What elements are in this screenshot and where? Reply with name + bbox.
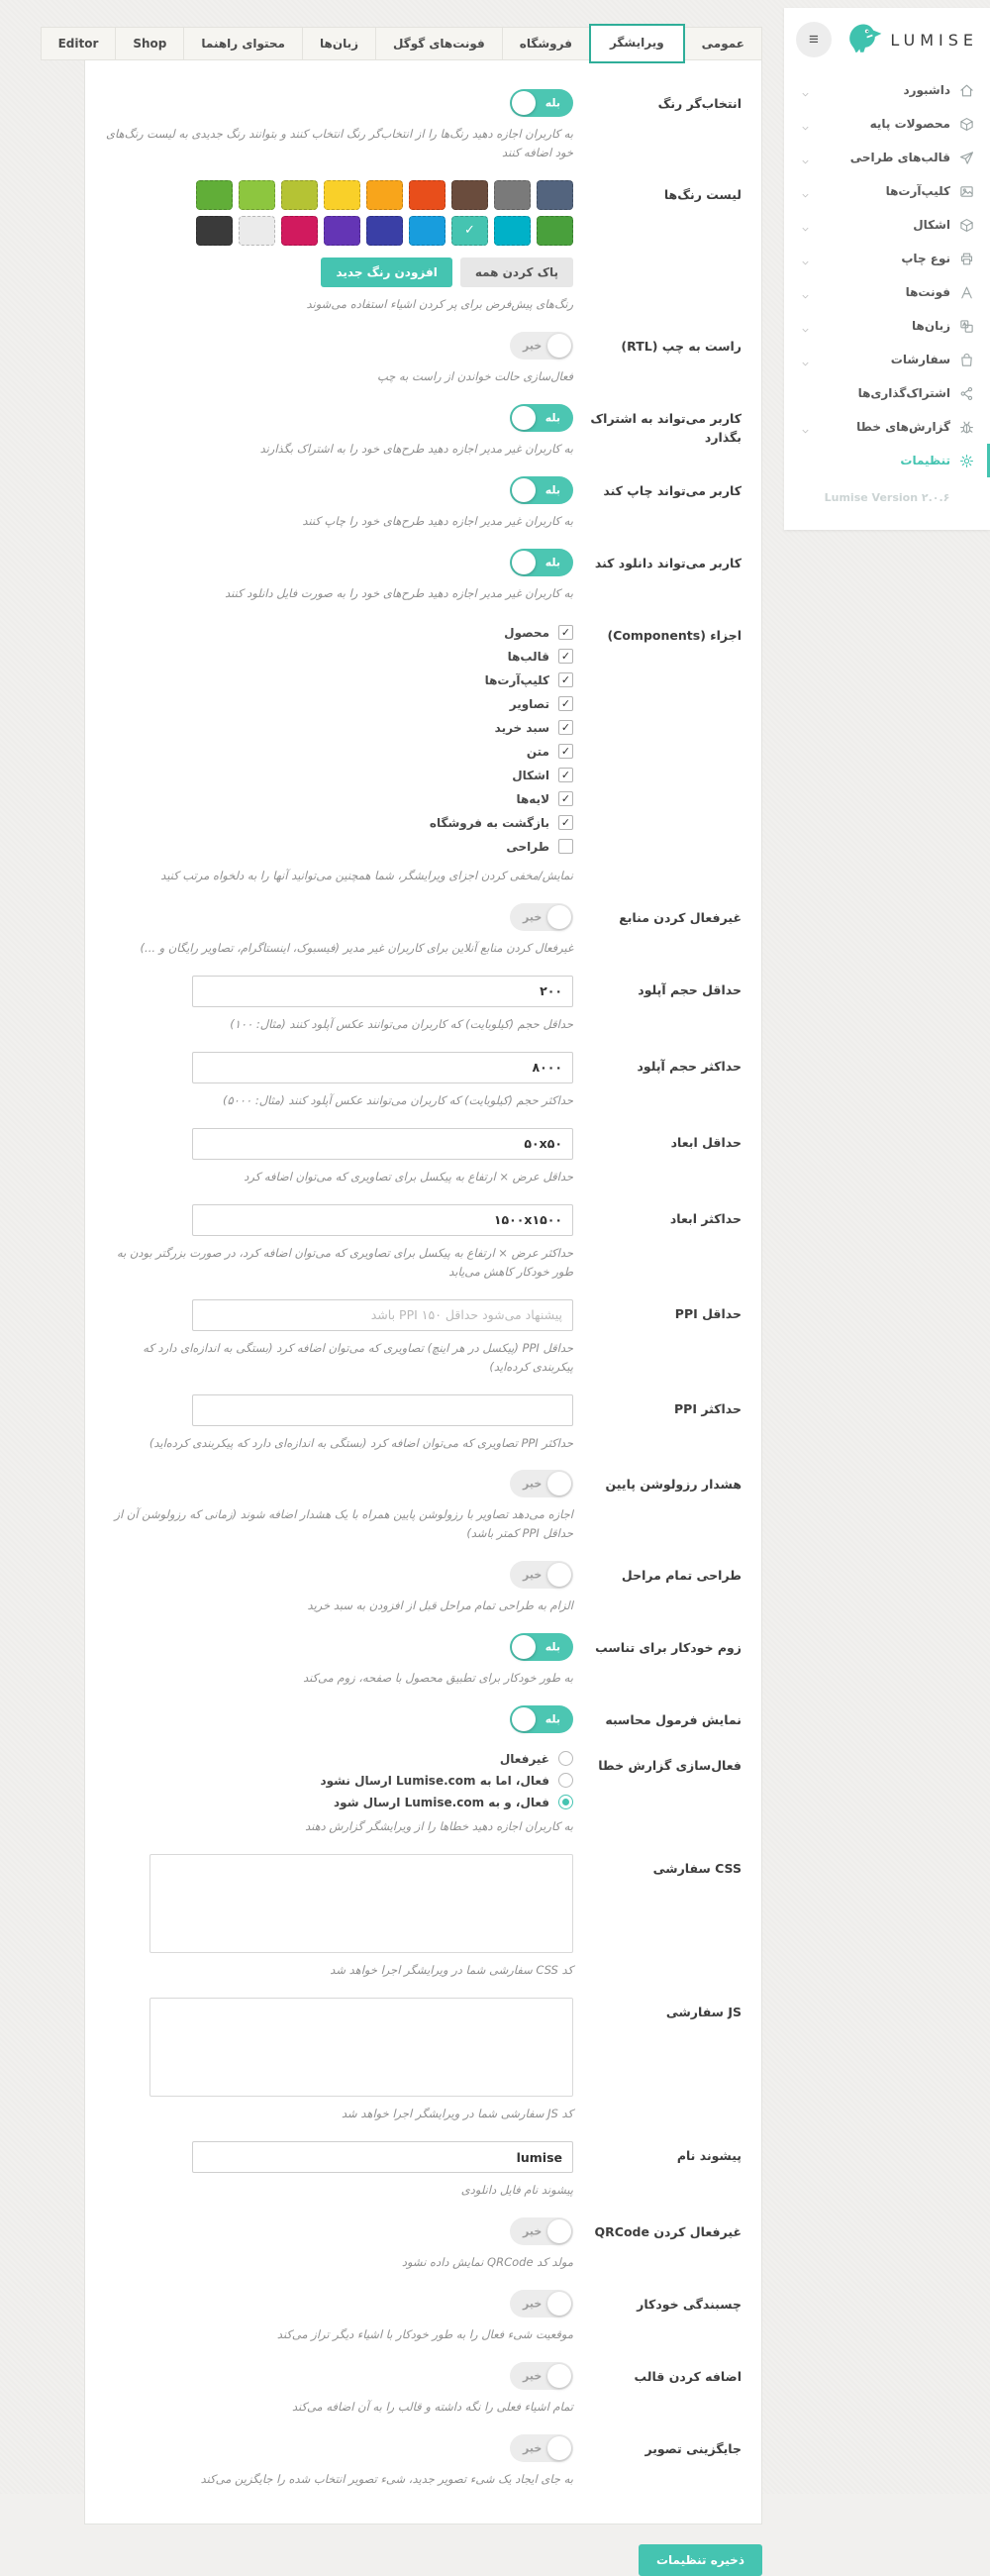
- main-content: [57, 0, 762, 2576]
- sidebar-item-error-reports[interactable]: [784, 410, 990, 444]
- setting-description: به کاربران اجازه دهید خطاها را از ویرایشگر گزارش دهند: [305, 1819, 573, 1834]
- letter-a-icon: [959, 285, 974, 300]
- tab-google-fonts[interactable]: فونت‌های گوگل: [375, 27, 503, 60]
- color-swatch[interactable]: [196, 180, 233, 210]
- toggle-state-label: خیر: [523, 2224, 543, 2238]
- sidebar-item-design-templates[interactable]: [784, 141, 990, 174]
- toggle-state-label: خیر: [523, 2297, 543, 2311]
- setting-control: [105, 1633, 573, 1688]
- toggle-knob: [512, 551, 536, 574]
- min-dimensions-input[interactable]: [192, 1128, 573, 1160]
- sidebar-item-dashboard[interactable]: [784, 73, 990, 107]
- color-swatch[interactable]: [239, 216, 275, 246]
- checkbox-label: اشکال: [512, 768, 549, 782]
- color-swatch[interactable]: [451, 180, 488, 210]
- setting-label: نمایش فرمول محاسبه: [605, 1712, 742, 1728]
- checkbox-label: تصاویر: [509, 696, 549, 711]
- setting-control: [105, 1470, 573, 1543]
- setting-description: فعال‌سازی حالت خواندن از راست به چپ: [376, 368, 573, 383]
- name-prefix-input[interactable]: [192, 2141, 573, 2173]
- sidebar-item-label: سفارشات: [890, 353, 950, 366]
- setting-row-append-template: [105, 2353, 742, 2425]
- setting-label: طراحی تمام مراحل: [621, 1568, 742, 1584]
- setting-label: حداکثر حجم آپلود: [637, 1058, 742, 1074]
- setting-description: الزام به طراحی تمام مراحل قبل از افزودن به سبد خرید: [307, 1598, 573, 1613]
- setting-description: مولد کد QRCode نمایش داده نشود: [401, 2255, 573, 2270]
- image-icon: [959, 184, 974, 199]
- sidebar-item-label: کلیپ‌آرت‌ها: [885, 184, 950, 198]
- setting-row-show-calc-formula: [105, 1697, 742, 1742]
- setting-description: به کاربران غیر مدیر اجازه دهید طرح‌های خود را به صورت فایل دانلود کنند: [225, 585, 573, 600]
- component-checkbox-row[interactable]: [430, 835, 573, 859]
- setting-description: حداقل عرض × ارتفاع به پیکسل برای تصاویری که می‌توان اضافه کرد: [244, 1169, 573, 1184]
- setting-control: [105, 2217, 573, 2272]
- color-swatch[interactable]: [281, 180, 318, 210]
- sidebar-item-label: محصولات پایه: [869, 117, 950, 131]
- setting-row-custom-js: [105, 1989, 742, 2132]
- clear-all-colors-button[interactable]: پاک کردن همه: [460, 258, 573, 287]
- sidebar-header: [784, 8, 990, 67]
- setting-row-min-upload-size: [105, 967, 742, 1043]
- setting-label: CSS سفارشی: [652, 1861, 742, 1877]
- radio-icon: [558, 1751, 573, 1766]
- sidebar-item-shares[interactable]: [784, 376, 990, 410]
- setting-control: [105, 976, 573, 1034]
- setting-description: حداکثر حجم (کیلوبایت) که کاربران می‌توانند عکس آپلود کنند (مثال: ۵۰۰۰): [222, 1092, 573, 1107]
- component-checkbox-row[interactable]: [430, 740, 573, 764]
- setting-label: پیشوند نام: [676, 2148, 742, 2164]
- setting-row-auto-snap: [105, 2281, 742, 2353]
- error-report-option-2[interactable]: [321, 1795, 574, 1809]
- chevron-down-icon: [800, 321, 811, 332]
- setting-control: [105, 2434, 573, 2489]
- setting-label: لیست رنگ‌ها: [663, 186, 742, 202]
- disable-resources-toggle[interactable]: [510, 903, 573, 931]
- show-calc-formula-toggle[interactable]: [510, 1705, 573, 1733]
- setting-control: [105, 1854, 573, 1980]
- setting-description: حداقل PPI (پیکسل در هر اینچ) تصاویری که می‌توان اضافه کرد (بستگی به اندازه‌ای دارد که پیکربندی کرده‌اید): [143, 1340, 573, 1374]
- component-checkbox-row[interactable]: [430, 787, 573, 811]
- color-swatch[interactable]: [239, 180, 275, 210]
- setting-control: [105, 476, 573, 531]
- toggle-state-label: خیر: [523, 339, 543, 353]
- setting-description: پیشوند نام فایل دانلودی: [460, 2183, 573, 2198]
- sidebar-item-print-type[interactable]: [784, 242, 990, 275]
- setting-row-user-can-download: [105, 540, 742, 612]
- setting-description: به کاربران اجازه دهید رنگ‌ها را از انتخاب‌گر رنگ انتخاب کنند و بتوانند رنگ جدیدی به لیست رنگ‌های خود اضافه کنند: [106, 127, 573, 159]
- component-checkbox-row[interactable]: [430, 692, 573, 716]
- bug-icon: [959, 420, 974, 435]
- setting-control: [105, 404, 573, 459]
- color-swatch[interactable]: [281, 216, 318, 246]
- max-upload-size-input[interactable]: [192, 1052, 573, 1083]
- color-swatch[interactable]: [537, 180, 573, 210]
- setting-description: تمام اشیاء فعلی را نگه داشته و قالب را به آن اضافه می‌کند: [291, 2400, 573, 2415]
- color-swatch[interactable]: [537, 216, 573, 246]
- setting-label: جایگزینی تصویر: [644, 2441, 742, 2457]
- gear-icon: [959, 454, 974, 468]
- setting-row-color-picker: [105, 80, 742, 171]
- disable-qrcode-toggle[interactable]: [510, 2217, 573, 2245]
- checkbox-icon: ✓: [558, 672, 573, 687]
- rtl-mode-toggle[interactable]: [510, 332, 573, 360]
- toggle-knob: [547, 905, 571, 929]
- setting-description: رنگ‌های پیش‌فرض برای پر کردن اشیاء استفاده می‌شوند: [306, 296, 573, 311]
- toggle-knob: [547, 2219, 571, 2243]
- toggle-knob: [547, 1472, 571, 1495]
- setting-control: [105, 1204, 573, 1282]
- setting-row-rtl-mode: [105, 323, 742, 395]
- setting-control: [105, 621, 573, 885]
- color-swatch[interactable]: [324, 216, 360, 246]
- home-icon: [959, 83, 974, 98]
- setting-label: اجزاء (Components): [607, 627, 742, 643]
- chevron-down-icon: [800, 85, 811, 96]
- toggle-knob: [512, 478, 536, 502]
- toggle-knob: [547, 2292, 571, 2316]
- setting-control: [105, 332, 573, 386]
- toggle-state-label: خیر: [523, 1477, 543, 1491]
- toggle-state-label: بله: [544, 483, 560, 497]
- sidebar-item-cliparts[interactable]: [784, 174, 990, 208]
- dinosaur-logo-icon: [847, 22, 883, 57]
- setting-row-max-ppi: [105, 1386, 742, 1462]
- printer-icon: [959, 252, 974, 266]
- setting-control: [105, 1751, 573, 1836]
- radio-icon: [558, 1795, 573, 1809]
- setting-label: حداقل حجم آپلود: [638, 981, 742, 997]
- toggle-knob: [512, 1635, 536, 1659]
- sidebar-item-label: اشکال: [913, 218, 950, 232]
- setting-label: غیرفعال کردن QRCode: [594, 2224, 742, 2240]
- radio-option-label: غیرفعال: [499, 1751, 549, 1766]
- auto-snap-toggle[interactable]: [510, 2290, 573, 2318]
- setting-row-max-upload-size: [105, 1043, 742, 1119]
- chevron-down-icon: [800, 254, 811, 264]
- share-icon: [959, 386, 974, 401]
- radio-icon: [558, 1773, 573, 1788]
- setting-label: حداقل PPI: [674, 1305, 742, 1321]
- custom-js-textarea[interactable]: [149, 1998, 573, 2097]
- checkbox-icon: ✓: [558, 791, 573, 806]
- add-new-color-button[interactable]: افزودن رنگ جدید: [321, 258, 451, 287]
- color-picker-toggle[interactable]: [510, 89, 573, 117]
- setting-row-low-resolution-warning: [105, 1461, 742, 1552]
- checkbox-icon: ✓: [558, 649, 573, 664]
- setting-row-min-dimensions: [105, 1119, 742, 1195]
- setting-description: غیرفعال کردن منابع آنلاین برای کاربران غیر مدیر (فیسبوک، اینستاگرام، تصاویر رایگان و ...): [140, 940, 573, 955]
- setting-control: [105, 1052, 573, 1110]
- component-checkbox-row[interactable]: [430, 716, 573, 740]
- sidebar-item-label: نوع چاپ: [901, 252, 950, 265]
- append-template-toggle[interactable]: [510, 2362, 573, 2390]
- sidebar-item-label: اشتراک‌گذاری‌ها: [857, 386, 950, 400]
- setting-label: چسبندگی خودکار: [637, 2297, 742, 2313]
- bag-icon: [959, 353, 974, 367]
- translate-icon: [959, 319, 974, 334]
- replace-image-toggle[interactable]: [510, 2434, 573, 2462]
- chevron-down-icon: [800, 287, 811, 298]
- color-swatch[interactable]: [409, 180, 446, 210]
- toggle-state-label: بله: [544, 556, 560, 569]
- toggle-state-label: بله: [544, 411, 560, 425]
- toggle-state-label: بله: [544, 1712, 560, 1726]
- setting-row-user-can-print: [105, 467, 742, 540]
- lumise-logo: [847, 22, 978, 57]
- sidebar-item-label: داشبورد: [903, 83, 950, 97]
- setting-control: [105, 89, 573, 162]
- color-swatch[interactable]: [409, 216, 446, 246]
- toggle-knob: [547, 2436, 571, 2460]
- component-checkbox-row[interactable]: [430, 764, 573, 787]
- checkbox-label: طراحی: [506, 839, 549, 854]
- tab-languages[interactable]: زبان‌ها: [302, 27, 376, 60]
- checkbox-icon: ✓: [558, 696, 573, 711]
- setting-label: زوم خودکار برای تناسب: [595, 1640, 742, 1656]
- tab-help-content[interactable]: محتوای راهنما: [183, 27, 303, 60]
- chevron-down-icon: [800, 422, 811, 433]
- setting-description: موقعیت شیء فعال را به طور خودکار با اشیاء دیگر تراز می‌کند: [276, 2327, 573, 2342]
- setting-label: حداکثر PPI: [674, 1400, 742, 1416]
- custom-css-textarea[interactable]: [149, 1854, 573, 1953]
- color-swatch[interactable]: [451, 216, 488, 246]
- chevron-down-icon: [800, 220, 811, 231]
- setting-description: نمایش/مخفی کردن اجزای ویرایشگر، شما همچنین می‌توانید آنها را به دلخواه مرتب کنید: [160, 868, 573, 882]
- checkbox-icon: ✓: [558, 744, 573, 759]
- cube-icon: [959, 218, 974, 233]
- setting-description: کد JS سفارشی شما در ویرایشگر اجرا خواهد شد: [342, 2107, 573, 2121]
- color-swatch[interactable]: [324, 180, 360, 210]
- component-checkbox-row[interactable]: [430, 669, 573, 692]
- color-swatch-grid: [196, 180, 573, 246]
- checkbox-label: بازگشت به فروشگاه: [429, 815, 549, 830]
- sidebar-item-label: گزارش‌های خطا: [856, 420, 950, 434]
- setting-label: کاربر می‌تواند به اشتراک بگذارد: [590, 410, 742, 446]
- low-resolution-warning-toggle[interactable]: [510, 1470, 573, 1497]
- chevron-down-icon: [800, 153, 811, 163]
- user-can-share-toggle[interactable]: [510, 404, 573, 432]
- setting-row-user-can-share: [105, 395, 742, 467]
- setting-control: [105, 2362, 573, 2417]
- setting-label: کاربر می‌تواند چاپ کند: [603, 482, 742, 498]
- logo-text: LUMISE: [890, 30, 978, 50]
- sidebar-item-label: زبان‌ها: [912, 319, 950, 333]
- max-ppi-input[interactable]: [192, 1394, 573, 1426]
- checkbox-label: سبد خرید: [494, 720, 549, 735]
- color-swatch[interactable]: [494, 216, 531, 246]
- setting-description: اجازه می‌دهد تصاویر با رزولوشن پایین همراه با یک هشدار اضافه شوند (زمانی که رزولوشن آن از حداقل PPI کمتر باشد): [114, 1507, 573, 1541]
- setting-label: هشدار رزولوشن پایین: [605, 1477, 742, 1493]
- checkbox-label: متن: [526, 744, 549, 759]
- setting-control: [105, 1394, 573, 1453]
- toggle-knob: [547, 2364, 571, 2388]
- setting-control: [105, 180, 573, 314]
- setting-description: حداکثر عرض × ارتفاع به پیکسل برای تصاویری که می‌توان اضافه کرد، در صورت بزرگتر بودن به طور خودکار کاهش می‌یابد: [116, 1245, 573, 1279]
- sidebar-item-label: فونت‌ها: [905, 285, 950, 299]
- error-report-option-0[interactable]: [321, 1751, 574, 1766]
- color-swatch[interactable]: [366, 180, 403, 210]
- toggle-state-label: بله: [544, 1640, 560, 1654]
- checkbox-icon: ✓: [558, 720, 573, 735]
- error-report-option-1[interactable]: [321, 1773, 574, 1788]
- setting-row-error-reporting: [105, 1742, 742, 1845]
- sidebar-item-settings[interactable]: [784, 444, 990, 477]
- user-can-download-toggle[interactable]: [510, 549, 573, 576]
- toggle-state-label: خیر: [523, 2441, 543, 2455]
- setting-label: راست به چپ (RTL): [621, 338, 742, 354]
- sidebar-item-languages[interactable]: [784, 309, 990, 343]
- min-ppi-input[interactable]: [192, 1299, 573, 1331]
- tab-shop-en[interactable]: Shop: [115, 27, 184, 60]
- error-report-options: [321, 1751, 574, 1809]
- setting-description: به کاربران غیر مدیر اجازه دهید طرح‌های خود را به اشتراک بگذارند: [259, 441, 573, 456]
- sidebar-menu: [784, 73, 990, 477]
- setting-control: [105, 1299, 573, 1377]
- component-checkbox-row[interactable]: [430, 621, 573, 645]
- color-buttons: [321, 258, 573, 287]
- settings-rows: [105, 80, 742, 2498]
- setting-row-color-list: [105, 171, 742, 323]
- toggle-knob: [547, 1563, 571, 1587]
- toggle-knob: [512, 1707, 536, 1731]
- setting-row-disable-qrcode: [105, 2209, 742, 2281]
- setting-control: [105, 549, 573, 603]
- radio-option-label: فعال، اما به Lumise.com ارسال نشود: [320, 1773, 549, 1788]
- setting-label: اضافه کردن قالب: [634, 2369, 742, 2385]
- toggle-state-label: خیر: [523, 1568, 543, 1582]
- sidebar-item-label: تنظیمات: [900, 454, 950, 467]
- setting-label: JS سفارشی: [665, 2005, 742, 2020]
- setting-control: [105, 1561, 573, 1615]
- setting-label: انتخاب‌گر رنگ: [657, 96, 742, 111]
- tab-editor-en[interactable]: Editor: [41, 27, 117, 60]
- setting-label: غیرفعال کردن منابع: [619, 909, 742, 925]
- setting-row-custom-css: [105, 1845, 742, 1989]
- chevron-down-icon: [800, 186, 811, 197]
- checkbox-label: لایه‌ها: [516, 791, 549, 806]
- setting-row-disable-resources: [105, 894, 742, 967]
- setting-row-design-all-stages: [105, 1552, 742, 1624]
- color-swatch[interactable]: [494, 180, 531, 210]
- sidebar-item-label: قالب‌های طراحی: [849, 151, 950, 164]
- sidebar: [784, 8, 990, 530]
- components-checklist: [430, 621, 573, 859]
- setting-description: حداکثر PPI تصاویری که می‌توان اضافه کرد (بستگی به اندازه‌ای دارد که پیکربندی کرده‌اید): [148, 1435, 573, 1450]
- sidebar-item-fonts[interactable]: [784, 275, 990, 309]
- component-checkbox-row[interactable]: [430, 811, 573, 835]
- toggle-state-label: خیر: [523, 2369, 543, 2383]
- toggle-state-label: خیر: [523, 910, 543, 924]
- hamburger-menu-icon[interactable]: ≡: [796, 22, 832, 57]
- chevron-down-icon: [800, 119, 811, 130]
- setting-description: به طور خودکار برای تطبیق محصول با صفحه، زوم می‌کند: [303, 1671, 573, 1686]
- setting-row-max-dimensions: [105, 1195, 742, 1290]
- sidebar-item-orders[interactable]: [784, 343, 990, 376]
- component-checkbox-row[interactable]: [430, 645, 573, 669]
- toggle-knob: [512, 406, 536, 430]
- package-icon: [959, 117, 974, 132]
- toggle-state-label: بله: [544, 96, 560, 110]
- min-upload-size-input[interactable]: [192, 976, 573, 1007]
- checkbox-icon: [558, 839, 573, 854]
- checkbox-label: قالب‌ها: [507, 649, 549, 664]
- radio-option-label: فعال، و به Lumise.com ارسال شود: [334, 1795, 549, 1809]
- setting-control: [105, 1128, 573, 1186]
- setting-description: کد CSS سفارشی شما در ویرایشگر اجرا خواهد شد: [330, 1963, 573, 1978]
- tab-general[interactable]: عمومی: [684, 27, 762, 60]
- user-can-print-toggle[interactable]: [510, 476, 573, 504]
- checkbox-icon: ✓: [558, 815, 573, 830]
- checkbox-label: کلیپ‌آرت‌ها: [484, 672, 549, 687]
- auto-zoom-fit-toggle[interactable]: [510, 1633, 573, 1661]
- design-all-stages-toggle[interactable]: [510, 1561, 573, 1589]
- setting-label: فعال‌سازی گزارش خطا: [598, 1758, 742, 1774]
- sidebar-item-base-products[interactable]: [784, 107, 990, 141]
- setting-label: حداکثر ابعاد: [669, 1210, 742, 1226]
- setting-control: [105, 2290, 573, 2344]
- setting-label: کاربر می‌تواند دانلود کند: [594, 555, 742, 570]
- version-label: Lumise Version ۲.۰.۶: [824, 491, 950, 504]
- setting-row-name-prefix: [105, 2132, 742, 2209]
- checkbox-label: محصول: [504, 625, 549, 640]
- setting-control: [105, 2141, 573, 2200]
- setting-row-components: [105, 612, 742, 894]
- tab-editor[interactable]: ویرایشگر: [589, 24, 685, 63]
- setting-description: به جای ایجاد یک شیء تصویر جدید، شیء تصویر انتخاب شده را جایگزین می‌کند: [200, 2472, 573, 2487]
- setting-label: حداقل ابعاد: [670, 1134, 742, 1150]
- setting-description: حداقل حجم (کیلوبایت) که کاربران می‌توانند عکس آپلود کنند (مثال: ۱۰۰): [230, 1016, 573, 1031]
- setting-control: [105, 1998, 573, 2123]
- sidebar-item-shapes[interactable]: [784, 208, 990, 242]
- setting-row-replace-image: [105, 2425, 742, 2498]
- setting-description: به کاربران غیر مدیر اجازه دهید طرح‌های خود را چاپ کنند: [302, 513, 573, 528]
- setting-control: [105, 903, 573, 958]
- setting-row-min-ppi: [105, 1290, 742, 1386]
- toggle-knob: [547, 334, 571, 358]
- settings-tabs: [57, 27, 762, 60]
- max-dimensions-input[interactable]: [192, 1204, 573, 1236]
- tab-shop[interactable]: فروشگاه: [502, 27, 590, 60]
- color-swatch[interactable]: [196, 216, 233, 246]
- settings-panel: [84, 59, 762, 2524]
- color-swatch[interactable]: [366, 216, 403, 246]
- chevron-down-icon: [800, 355, 811, 365]
- check-icon: ✓: [464, 223, 475, 239]
- checkbox-icon: ✓: [558, 768, 573, 782]
- setting-control: [105, 1705, 573, 1733]
- setting-row-auto-zoom-fit: [105, 1624, 742, 1697]
- paper-plane-icon: [959, 151, 974, 165]
- toggle-knob: [512, 91, 536, 115]
- save-settings-button[interactable]: ذخیره تنظیمات: [639, 2544, 762, 2576]
- checkbox-icon: ✓: [558, 625, 573, 640]
